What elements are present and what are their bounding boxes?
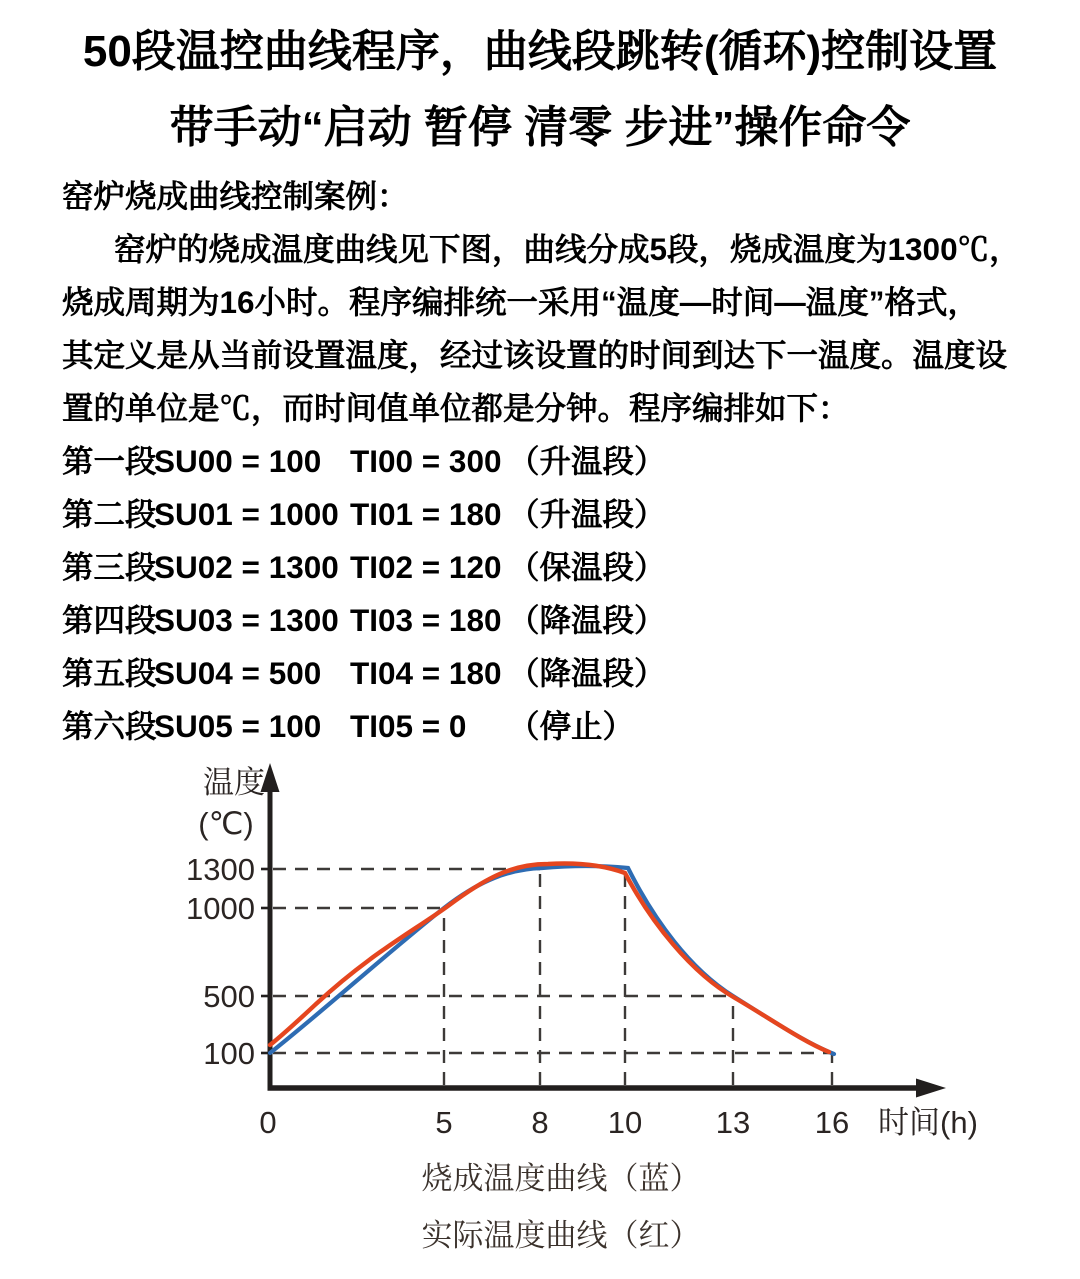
- y-axis-unit: (℃): [198, 806, 254, 841]
- case-heading: 窑炉烧成曲线控制案例：: [62, 178, 409, 214]
- segment-note: （升温段）: [508, 496, 666, 532]
- chart-legend: [0, 1150, 1080, 1264]
- x-tick-10: 10: [607, 1105, 643, 1140]
- ti-value: TI04 = 180: [350, 655, 502, 691]
- su-value: SU01 = 1000: [154, 496, 339, 532]
- page-title: [0, 14, 1080, 166]
- legend-blue-curve: 烧成温度曲线（蓝）: [421, 1161, 701, 1196]
- segment-label: 第三段: [62, 549, 157, 585]
- program-row-3: [62, 541, 1024, 594]
- segment-label: 第四段: [62, 602, 157, 638]
- program-row-1: [62, 435, 1024, 488]
- segment-note: （降温段）: [508, 602, 666, 638]
- x-tick-0: 0: [259, 1105, 277, 1140]
- segment-note: （升温段）: [508, 443, 666, 479]
- ti-value: TI02 = 120: [350, 549, 502, 585]
- segment-note: （降温段）: [508, 655, 666, 691]
- ti-value: TI05 = 0: [350, 708, 467, 744]
- segment-note: （保温段）: [508, 549, 666, 585]
- page-title-line1: 50段温控曲线程序，曲线段跳转(循环)控制设置: [82, 27, 998, 76]
- firing-curve-svg: [150, 752, 1080, 1150]
- x-tick-5: 5: [435, 1105, 453, 1140]
- su-value: SU03 = 1300: [154, 602, 339, 638]
- x-axis-arrow-icon: [916, 1079, 946, 1098]
- y-tick-1300: 1300: [186, 852, 255, 887]
- segment-note: （停止）: [508, 708, 635, 744]
- axes: [261, 763, 947, 1098]
- case-description: [62, 170, 1024, 753]
- page-title-line2: 带手动“启动 暂停 清零 步进”操作命令: [169, 103, 911, 152]
- x-tick-13: 13: [715, 1105, 751, 1140]
- segment-label: 第六段: [62, 708, 157, 744]
- x-tick-8: 8: [531, 1105, 549, 1140]
- su-value: SU02 = 1300: [154, 549, 339, 585]
- su-value: SU04 = 500: [154, 655, 322, 691]
- firing-curve-chart: [150, 752, 1080, 1150]
- ti-value: TI01 = 180: [350, 496, 502, 532]
- segment-label: 第二段: [62, 496, 157, 532]
- ti-value: TI03 = 180: [350, 602, 502, 638]
- x-tick-16: 16: [814, 1105, 850, 1140]
- segment-label: 第一段: [62, 443, 157, 479]
- program-row-4: [62, 594, 1024, 647]
- program-row-6: [62, 700, 1024, 753]
- legend-red-curve: 实际温度曲线（红）: [421, 1218, 701, 1253]
- actual-curve-red: [270, 863, 829, 1052]
- su-value: SU00 = 100: [154, 443, 322, 479]
- segment-label: 第五段: [62, 655, 157, 691]
- program-row-5: [62, 647, 1024, 700]
- y-tick-100: 100: [203, 1036, 255, 1071]
- dashed-gridlines-horizontal: [273, 869, 832, 1053]
- case-line-3: 其定义是从当前设置温度，经过该设置的时间到达下一温度。温度设: [62, 337, 1008, 373]
- y-tick-500: 500: [203, 979, 255, 1014]
- case-line-4: 置的单位是℃，而时间值单位都是分钟。程序编排如下：: [62, 390, 850, 426]
- program-row-2: [62, 488, 1024, 541]
- ti-value: TI00 = 300: [350, 443, 502, 479]
- su-value: SU05 = 100: [154, 708, 322, 744]
- x-axis-title: 时间(h): [878, 1105, 978, 1140]
- case-line-1: 窑炉的烧成温度曲线见下图，曲线分成5段，烧成温度为1300℃，: [114, 231, 1021, 267]
- y-tick-1000: 1000: [186, 891, 255, 926]
- case-line-2: 烧成周期为16小时。程序编排统一采用“温度—时间—温度”格式，: [62, 284, 980, 320]
- setpoint-curve-blue: [270, 866, 834, 1054]
- y-axis-title: 温度: [203, 765, 265, 800]
